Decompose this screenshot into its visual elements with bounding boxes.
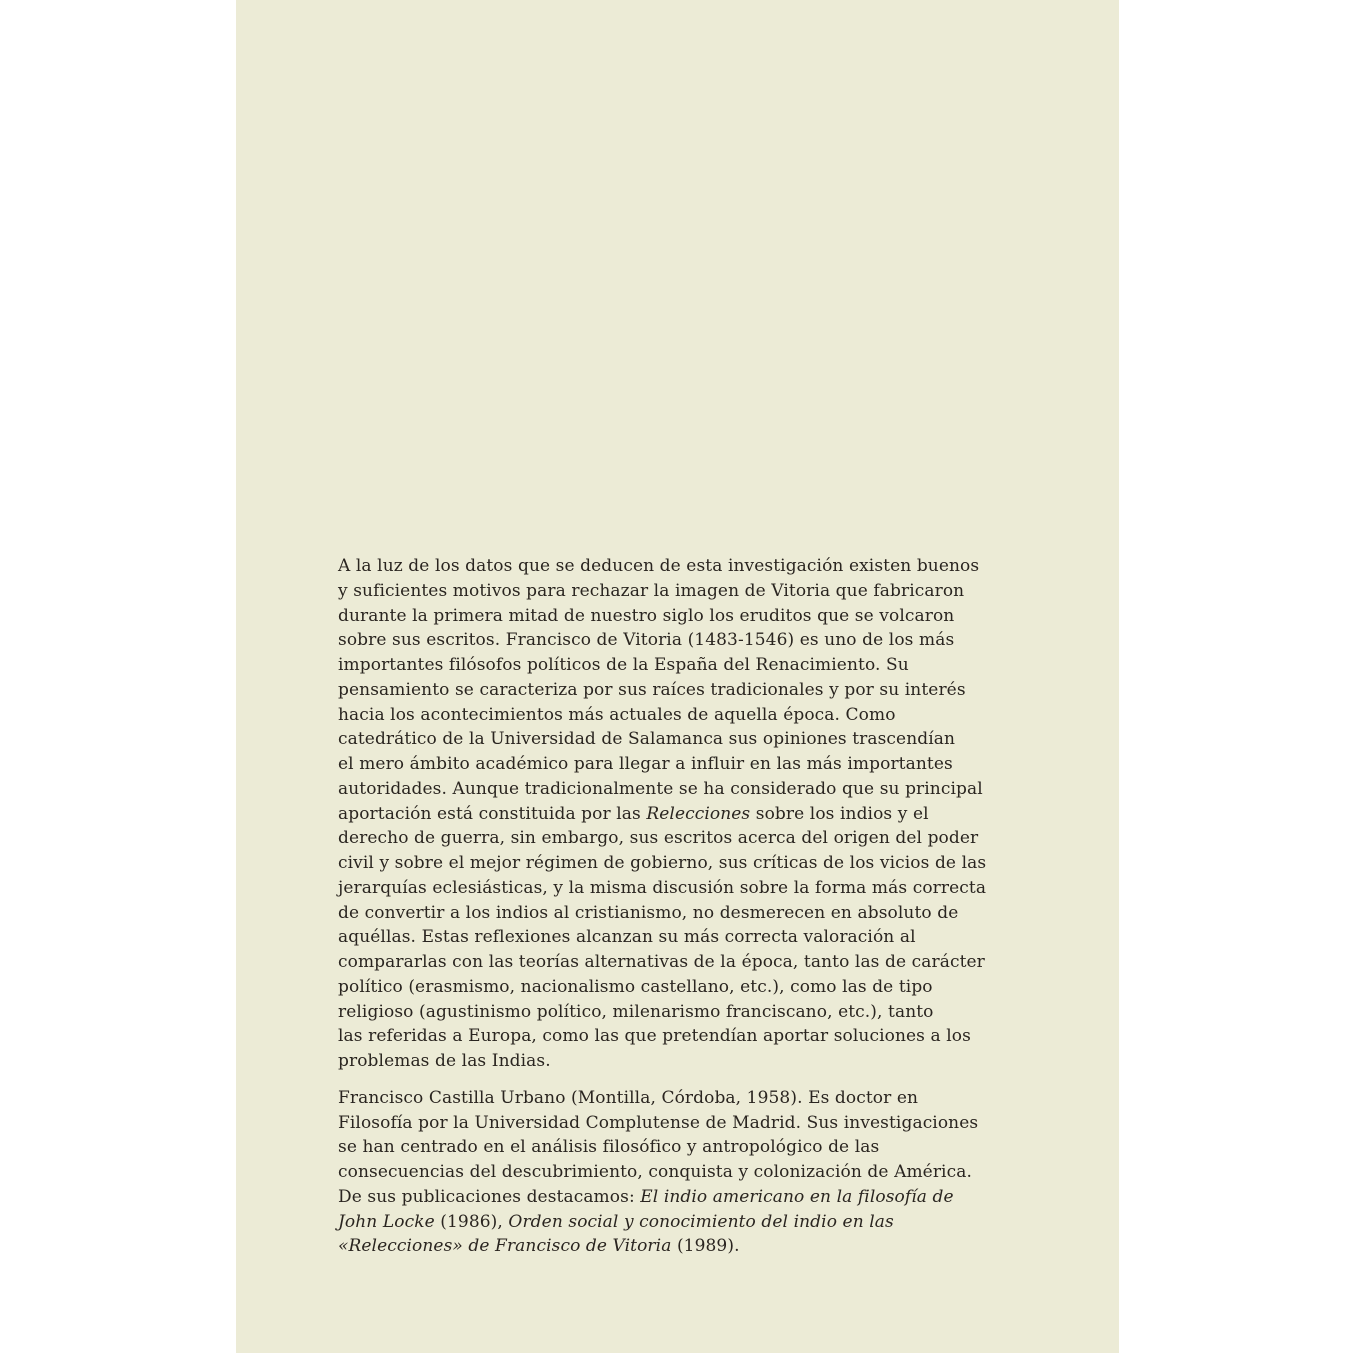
synopsis-line: autoridades. Aunque tradicionalmente se ha considerado que su principal (338, 778, 983, 799)
synopsis-line: político (erasmismo, nacionalismo castellano, etc.), como las de tipo (338, 976, 933, 997)
synopsis-line: hacia los acontecimientos más actuales de aquella época. Como (338, 704, 896, 725)
bio-line (338, 1234, 1028, 1259)
book-title: «Relecciones» de Francisco de Vitoria (338, 1236, 672, 1257)
book-title: Orden social y conocimiento del indio en las (508, 1211, 894, 1232)
bio-line: Francisco Castilla Urbano (Montilla, Córdoba, 1958). Es doctor en (338, 1087, 919, 1108)
back-cover-text (338, 554, 1028, 1259)
synopsis-line: y suficientes motivos para rechazar la imagen de Vitoria que fabricaron (338, 580, 965, 601)
synopsis-line: religioso (agustinismo político, milenarismo franciscano, etc.), tanto (338, 1001, 934, 1022)
synopsis-text: sobre los indios y el (750, 803, 929, 824)
synopsis-line: durante la primera mitad de nuestro siglo los eruditos que se volcaron (338, 605, 955, 626)
synopsis-line: compararlas con las teorías alternativas de la época, tanto las de carácter (338, 952, 985, 972)
synopsis-line: jerarquías eclesiásticas, y la misma discusión sobre la forma más correcta (338, 877, 987, 898)
synopsis-line: problemas de las Indias. (338, 1051, 551, 1071)
bio-text: (1989). (671, 1236, 740, 1257)
synopsis-line: pensamiento se caracteriza por sus raíces tradicionales y por su interés (338, 679, 966, 700)
bio-line (338, 1185, 1028, 1210)
synopsis-line: A la luz de los datos que se deducen de esta investigación existen buenos (338, 556, 980, 576)
synopsis-line: importantes filósofos políticos de la España del Renacimiento. Su (338, 655, 909, 675)
author-bio-paragraph (338, 1086, 1028, 1259)
paragraph-gap (338, 1074, 1028, 1086)
synopsis-text: aportación está constituida por las (338, 803, 647, 824)
synopsis-line: las referidas a Europa, como las que pretendían aportar soluciones a los (338, 1026, 971, 1047)
book-title: El indio americano en la filosofía de (640, 1186, 954, 1207)
synopsis-line: catedrático de la Universidad de Salamanca sus opiniones trascendían (338, 729, 956, 750)
synopsis-line: sobre sus escritos. Francisco de Vitoria (1483-1546) es uno de los más (338, 630, 955, 651)
bio-text: De sus publicaciones destacamos: (338, 1186, 641, 1207)
bio-line: se han centrado en el análisis filosófico y antropológico de las (338, 1137, 880, 1158)
synopsis-line: derecho de guerra, sin embargo, sus escritos acerca del origen del poder (338, 828, 979, 849)
synopsis-line: aquéllas. Estas reflexiones alcanzan su más correcta valoración al (338, 927, 916, 948)
book-title: John Locke (338, 1211, 435, 1232)
synopsis-paragraph (338, 554, 1028, 1074)
bio-line: consecuencias del descubrimiento, conquista y colonización de América. (338, 1162, 972, 1182)
bio-text: (1986), (434, 1211, 509, 1232)
synopsis-line: de convertir a los indios al cristianismo, no desmerecen en absoluto de (338, 902, 959, 923)
synopsis-line: civil y sobre el mejor régimen de gobierno, sus críticas de los vicios de las (338, 853, 987, 873)
book-title: Relecciones (646, 803, 751, 824)
synopsis-line (338, 802, 1028, 827)
synopsis-line: el mero ámbito académico para llegar a influir en las más importantes (338, 754, 953, 774)
bio-line: Filosofía por la Universidad Complutense de Madrid. Sus investigaciones (338, 1112, 979, 1133)
bio-line (338, 1210, 1028, 1235)
